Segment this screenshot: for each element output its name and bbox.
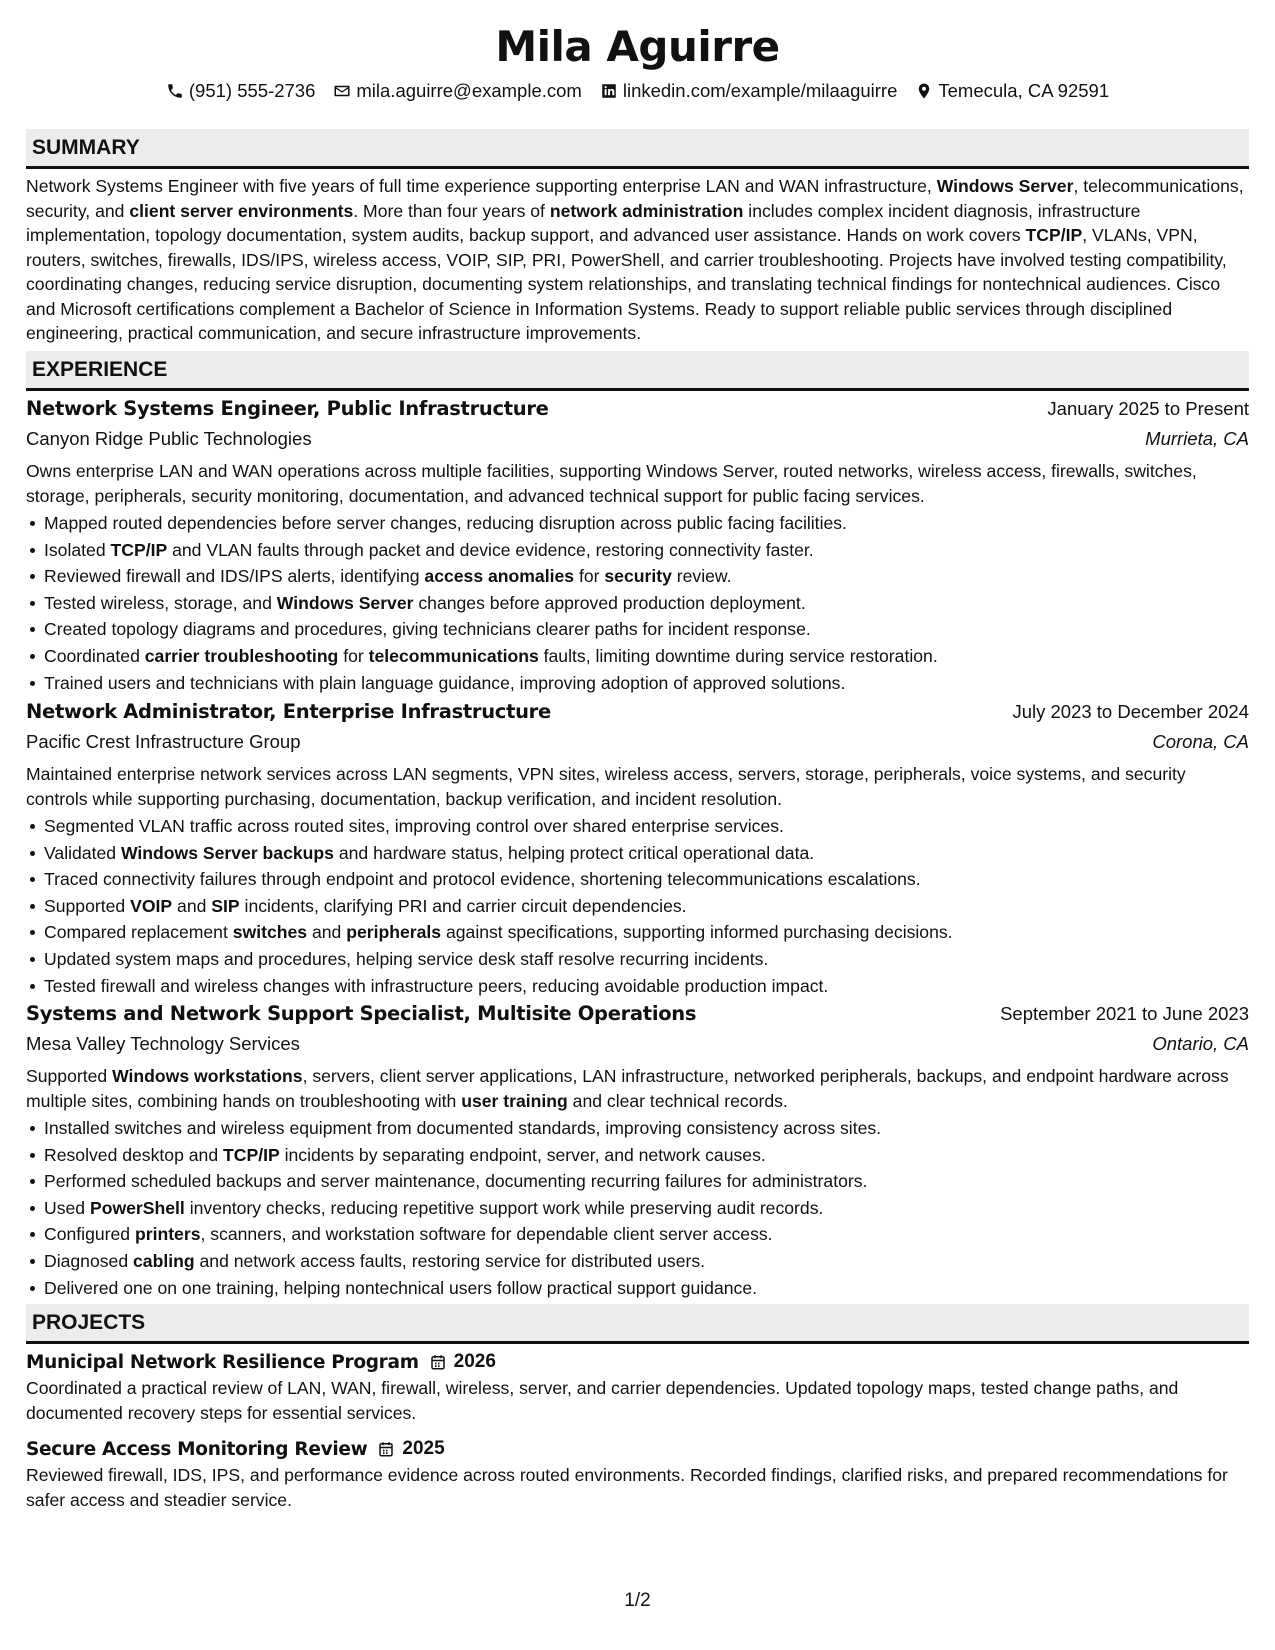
- emphasis-text: carrier troubleshooting: [144, 645, 339, 666]
- contact-linkedin[interactable]: [600, 80, 898, 102]
- text-run: against specifications, supporting informed purchasing decisions.: [441, 922, 953, 943]
- mail-icon: [333, 82, 351, 100]
- projects-heading: PROJECTS: [26, 1304, 1249, 1344]
- experience-heading: EXPERIENCE: [26, 351, 1249, 391]
- emphasis-text: Windows workstations: [112, 1066, 303, 1086]
- bullet-item: [26, 840, 1249, 867]
- emphasis-text: client server environments: [129, 200, 354, 221]
- project-year-text: 2025: [402, 1438, 445, 1459]
- contact-location: [915, 80, 1109, 102]
- project-title: Municipal Network Resilience Program: [26, 1351, 419, 1373]
- job-entry: [26, 1002, 1249, 1301]
- summary-heading: SUMMARY: [26, 129, 1249, 169]
- text-run: Maintained enterprise network services across LAN segments, VPN sites, wireless access, servers, storage, peripherals, voice systems, and security controls while supporting purchasing, documentation, backup verification, and incident resolution.: [26, 764, 1186, 809]
- bullet-item: [26, 1168, 1249, 1195]
- text-run: Configured: [44, 1224, 135, 1245]
- text-run: Installed switches and wireless equipment from documented standards, improving consistency across sites.: [44, 1118, 882, 1138]
- emphasis-text: access anomalies: [424, 566, 575, 587]
- bullet-item: [26, 1115, 1249, 1142]
- text-run: and network access faults, restoring service for distributed users.: [194, 1250, 706, 1271]
- job-dates: September 2021 to June 2023: [1000, 1003, 1249, 1024]
- text-run: incidents, clarifying PRI and carrier circuit dependencies.: [239, 895, 687, 916]
- job-company: Pacific Crest Infrastructure Group: [26, 731, 301, 752]
- job-description: [26, 459, 1249, 508]
- linkedin-icon: [600, 82, 618, 100]
- bullet-item: [26, 563, 1249, 590]
- bullet-item: [26, 1275, 1249, 1302]
- job-bullets: [26, 1115, 1249, 1301]
- text-run: , VLANs, VPN, routers, switches, firewalls, IDS/IPS, wireless access, VOIP, SIP, PRI, PowerShell, and carrier troubleshooting. Projects have involved testing compatibility, coordinating changes, reducing service disruption, documenting system relationships, and translating technical findings for nontechnical audiences. Cisco and Microsoft certifications complement a Bachelor of Science in Information Systems. Ready to support reliable public services through disciplined engineering, practical communication, and secure infrastructure improvements.: [26, 225, 1227, 343]
- text-run: . More than four years of: [353, 200, 550, 221]
- emphasis-text: Windows Server: [936, 176, 1074, 196]
- location-text: Temecula, CA 92591: [938, 80, 1110, 101]
- bullet-item: [26, 537, 1249, 564]
- text-run: Performed scheduled backups and server maintenance, documenting recurring failures for administrators.: [44, 1171, 868, 1192]
- text-run: and clear technical records.: [567, 1090, 788, 1111]
- text-run: faults, limiting downtime during service restoration.: [538, 645, 938, 666]
- project-entry: [26, 1351, 1249, 1425]
- text-run: Compared replacement: [44, 922, 233, 943]
- candidate-name: Mila Aguirre: [495, 22, 780, 71]
- text-run: Coordinated: [44, 645, 145, 666]
- bullet-item: [26, 1195, 1249, 1222]
- bullet-item: [26, 813, 1249, 840]
- text-run: Segmented VLAN traffic across routed sites, improving control over shared enterprise services.: [44, 816, 784, 836]
- job-entry: [26, 700, 1249, 999]
- contact-email[interactable]: [333, 80, 581, 102]
- project-description: Reviewed firewall, IDS, IPS, and performance evidence across routed environments. Recorded findings, clarified risks, and prepared recommendations for safer access and steadier service.: [26, 1465, 1228, 1510]
- contact-bar: [0, 80, 1275, 102]
- job-company: Mesa Valley Technology Services: [26, 1033, 300, 1054]
- emphasis-text: TCP/IP: [110, 539, 168, 560]
- job-title: Systems and Network Support Specialist, Multisite Operations: [26, 1002, 697, 1025]
- bullet-item: [26, 866, 1249, 893]
- page-indicator: 1/2: [624, 1590, 651, 1611]
- emphasis-text: telecommunications: [368, 645, 539, 666]
- text-run: Diagnosed: [44, 1250, 134, 1271]
- text-run: Supported: [44, 895, 131, 916]
- text-run: Network Systems Engineer with five years of full time experience supporting enterprise LAN and WAN infrastructure,: [26, 176, 937, 196]
- job-bullets: [26, 813, 1249, 999]
- text-run: , servers, client server applications, LAN infrastructure, networked peripherals, backups, and endpoint hardware across multiple sites, combining hands on troubleshooting with: [26, 1066, 1229, 1111]
- bullet-item: [26, 643, 1249, 670]
- emphasis-text: TCP/IP: [223, 1144, 280, 1165]
- phone-icon: [166, 82, 184, 100]
- project-year-text: 2026: [453, 1351, 496, 1372]
- project-entry: [26, 1438, 1249, 1512]
- job-dates: January 2025 to Present: [1047, 398, 1249, 419]
- text-run: Tested firewall and wireless changes with infrastructure peers, reducing avoidable production impact.: [44, 975, 829, 996]
- job-location: Corona, CA: [1152, 731, 1249, 752]
- bullet-item: [26, 919, 1249, 946]
- bullet-item: [26, 893, 1249, 920]
- map-pin-icon: [915, 82, 933, 100]
- job-bullets: [26, 510, 1249, 696]
- emphasis-text: cabling: [133, 1250, 195, 1271]
- summary-text: [26, 174, 1249, 346]
- contact-phone: [166, 80, 316, 102]
- project-description: Coordinated a practical review of LAN, WAN, firewall, wireless, server, and carrier dependencies. Updated topology maps, tested change paths, and documented recovery steps for essential services.: [26, 1378, 1179, 1423]
- text-run: and: [172, 895, 212, 916]
- text-run: Validated: [44, 842, 121, 863]
- bullet-item: [26, 616, 1249, 643]
- job-dates: July 2023 to December 2024: [1012, 701, 1249, 722]
- text-run: review.: [671, 566, 732, 587]
- project-year: [377, 1438, 444, 1460]
- bullet-item: [26, 973, 1249, 1000]
- calendar-icon: [429, 1353, 447, 1371]
- text-run: inventory checks, reducing repetitive support work while preserving audit records.: [184, 1197, 824, 1218]
- bullet-item: [26, 510, 1249, 537]
- job-location: Ontario, CA: [1152, 1033, 1249, 1054]
- text-run: for: [574, 566, 605, 587]
- calendar-icon: [377, 1440, 395, 1458]
- emphasis-text: SIP: [211, 895, 240, 916]
- job-title: Network Systems Engineer, Public Infrastructure: [26, 397, 549, 420]
- bullet-item: [26, 1142, 1249, 1169]
- text-run: Reviewed firewall and IDS/IPS alerts, identifying: [44, 566, 425, 587]
- text-run: changes before approved production deployment.: [413, 592, 806, 613]
- text-run: , scanners, and workstation software for dependable client server access.: [200, 1224, 773, 1245]
- emphasis-text: TCP/IP: [1025, 225, 1083, 245]
- text-run: Delivered one on one training, helping nontechnical users follow practical support guidance.: [44, 1277, 757, 1298]
- email-text[interactable]: mila.aguirre@example.com: [356, 80, 582, 101]
- bullet-item: [26, 590, 1249, 617]
- bullet-item: [26, 670, 1249, 697]
- text-run: for: [338, 645, 369, 666]
- text-run: and: [307, 922, 347, 943]
- job-description: [26, 1064, 1249, 1113]
- emphasis-text: switches: [232, 922, 308, 943]
- emphasis-text: printers: [134, 1224, 201, 1245]
- text-run: , telecommunications, security, and: [26, 176, 1244, 221]
- text-run: Isolated: [44, 539, 111, 560]
- phone-text: (951) 555-2736: [188, 80, 316, 101]
- emphasis-text: security: [604, 566, 672, 587]
- project-title: Secure Access Monitoring Review: [26, 1438, 368, 1460]
- text-run: incidents by separating endpoint, server, and network causes.: [279, 1144, 766, 1165]
- job-company: Canyon Ridge Public Technologies: [26, 428, 312, 449]
- emphasis-text: user training: [461, 1090, 568, 1111]
- text-run: includes complex incident diagnosis, infrastructure implementation, topology documentation, system audits, backup support, and advanced user assistance. Hands on work covers: [26, 200, 1141, 245]
- text-run: Tested wireless, storage, and: [44, 592, 277, 613]
- project-year: [429, 1351, 496, 1373]
- job-entry: [26, 397, 1249, 696]
- text-run: and VLAN faults through packet and device evidence, restoring connectivity faster.: [167, 539, 814, 560]
- text-run: Traced connectivity failures through endpoint and protocol evidence, shortening telecommunications escalations.: [44, 869, 921, 890]
- text-run: Used: [44, 1197, 90, 1218]
- job-location: Murrieta, CA: [1145, 428, 1249, 449]
- bullet-item: [26, 946, 1249, 973]
- emphasis-text: peripherals: [346, 922, 442, 943]
- text-run: Created topology diagrams and procedures, giving technicians clearer paths for incident response.: [44, 619, 811, 640]
- job-description: [26, 762, 1249, 811]
- emphasis-text: network administration: [549, 200, 744, 221]
- text-run: Trained users and technicians with plain language guidance, improving adoption of approved solutions.: [44, 672, 846, 693]
- job-title: Network Administrator, Enterprise Infrastructure: [26, 700, 551, 723]
- text-run: Owns enterprise LAN and WAN operations across multiple facilities, supporting Windows Server, routed networks, wireless access, firewalls, switches, storage, peripherals, security monitoring, documentation, and advanced technical support for public facing services.: [26, 461, 1197, 506]
- text-run: and hardware status, helping protect critical operational data.: [333, 842, 815, 863]
- emphasis-text: Windows Server: [276, 592, 414, 613]
- bullet-item: [26, 1221, 1249, 1248]
- text-run: Updated system maps and procedures, helping service desk staff resolve recurring incidents.: [44, 948, 769, 969]
- text-run: Resolved desktop and: [44, 1144, 223, 1165]
- text-run: Mapped routed dependencies before server changes, reducing disruption across public facing facilities.: [44, 513, 847, 533]
- emphasis-text: VOIP: [130, 895, 173, 916]
- linkedin-text[interactable]: linkedin.com/example/milaaguirre: [622, 80, 898, 101]
- text-run: Supported: [26, 1066, 113, 1086]
- emphasis-text: PowerShell: [89, 1197, 185, 1218]
- bullet-item: [26, 1248, 1249, 1275]
- emphasis-text: Windows Server backups: [120, 842, 334, 863]
